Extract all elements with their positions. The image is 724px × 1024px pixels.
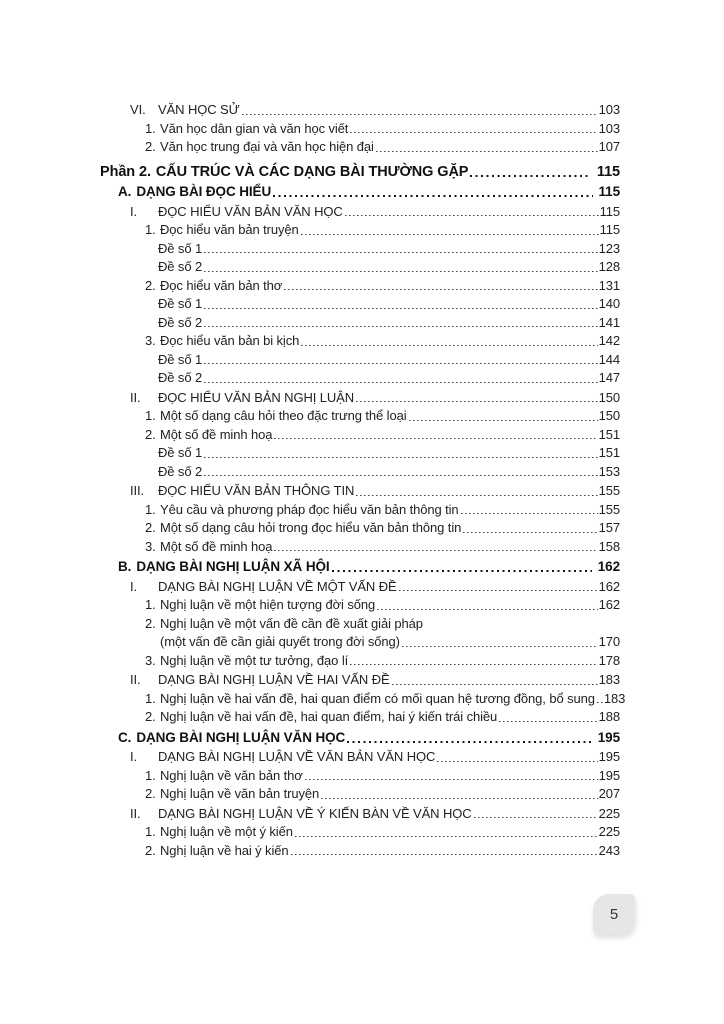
entry-page-number: 158 [598, 538, 620, 554]
entry-page-number: 140 [598, 296, 620, 311]
entry-label: ĐỌC HIỂU VĂN BẢN NGHỊ LUẬN [158, 389, 355, 405]
entry-page-number: 128 [598, 259, 620, 274]
entry-label: (một vấn đề cần giải quyết trong đời sống) [160, 634, 400, 649]
entry-page-number: 207 [598, 786, 620, 801]
toc-entry [100, 767, 620, 786]
toc-entry [100, 183, 620, 202]
dot-leader [356, 482, 597, 501]
entry-marker: 2. [145, 520, 156, 535]
entry-page-number: 151 [598, 445, 620, 460]
entry-label: DẠNG BÀI NGHỊ LUẬN VỀ MỘT VẤN ĐỀ [158, 578, 397, 594]
dot-leader [461, 501, 598, 520]
entry-label: Một số đề minh hoạ [160, 538, 273, 554]
entry-label: Nghị luận về hai ý kiến [160, 842, 289, 858]
dot-leader [274, 426, 597, 445]
entry-marker: 1. [145, 120, 156, 136]
entry-label: Đề số 1 [158, 240, 203, 256]
entry-marker: 2. [145, 709, 156, 724]
entry-page-number: 150 [598, 408, 620, 423]
entry-page-number: 183 [598, 672, 620, 687]
dot-leader [399, 578, 598, 597]
entry-marker: 2. [145, 139, 156, 154]
dot-leader [274, 538, 597, 557]
entry-marker: VI. [130, 102, 146, 117]
toc-entry [100, 444, 620, 463]
entry-label: Đề số 2 [158, 370, 203, 385]
dot-leader [305, 767, 598, 786]
entry-marker: B. [118, 559, 132, 574]
toc-entry [100, 369, 620, 388]
toc-entry [100, 203, 620, 222]
dot-leader [376, 138, 598, 157]
entry-marker: 3. [145, 333, 156, 348]
dot-leader [332, 558, 592, 577]
toc-entry [100, 538, 620, 557]
entry-label: Nghị luận về một hiện tượng đời sống [160, 597, 376, 612]
toc-entry [100, 426, 620, 445]
dot-leader [347, 729, 592, 748]
entry-label: Đề số 1 [158, 351, 203, 367]
dot-leader [204, 444, 598, 463]
entry-label: Một số dạng câu hỏi theo đặc trưng thể loại [160, 408, 407, 423]
toc-entry [100, 596, 620, 615]
entry-marker: 2. [145, 615, 156, 631]
entry-page-number: 115 [599, 222, 620, 237]
toc-entry [100, 221, 620, 240]
entry-page-number: 195 [598, 767, 620, 783]
entry-marker: II. [130, 805, 141, 821]
dot-leader [273, 183, 592, 202]
entry-page-number: 142 [598, 333, 620, 348]
toc-entry [100, 633, 620, 652]
toc-entry [100, 823, 620, 842]
toc-entry [100, 240, 620, 259]
toc-entry [100, 690, 626, 709]
entry-page-number: 155 [598, 501, 620, 517]
dot-leader [597, 690, 603, 709]
dot-leader [301, 221, 599, 240]
toc-entry [100, 671, 620, 690]
dot-leader [402, 633, 598, 652]
entry-label: DẠNG BÀI NGHỊ LUẬN VĂN HỌC [136, 729, 346, 745]
dot-leader [350, 652, 597, 671]
entry-page-number: 188 [598, 709, 620, 724]
entry-marker: 2. [145, 842, 156, 858]
entry-page-number: 162 [597, 559, 620, 574]
entry-marker: 1. [145, 690, 156, 706]
entry-marker: 3. [145, 652, 156, 668]
entry-page-number: 170 [598, 634, 620, 649]
toc-entry [100, 407, 620, 426]
toc-entry [100, 163, 620, 182]
entry-label: Đề số 1 [158, 445, 203, 460]
entry-marker: 1. [145, 222, 156, 237]
entry-label: Đề số 1 [158, 296, 203, 311]
entry-page-number: 225 [598, 805, 620, 821]
toc-entry [100, 729, 620, 748]
entry-page-number: 147 [598, 370, 620, 385]
entry-label: Đọc hiểu văn bản thơ [160, 277, 283, 293]
entry-page-number: 151 [598, 426, 620, 442]
toc-entry [100, 501, 620, 520]
toc-entry [100, 258, 620, 277]
table-of-contents [100, 100, 626, 860]
dot-leader [377, 596, 598, 615]
entry-label: Nghị luận về một vấn đề cần đề xuất giải pháp [160, 615, 423, 631]
entry-label: Một số đề minh hoạ [160, 426, 273, 442]
toc-entry [100, 805, 620, 824]
entry-page-number: 115 [596, 163, 620, 180]
dot-leader [350, 120, 597, 139]
dot-leader [284, 277, 597, 296]
entry-label: Nghị luận về hai vấn đề, hai quan điểm có mối quan hệ tương đồng, bổ sung [160, 690, 595, 706]
entry-label: Nghị luận về một tư tưởng, đạo lí [160, 652, 349, 668]
entry-label: Đề số 2 [158, 314, 203, 330]
toc-entry [100, 351, 620, 370]
toc-entry [100, 101, 620, 120]
entry-marker: Phần 2. [100, 163, 151, 180]
dot-leader [242, 101, 598, 120]
toc-entry [100, 120, 620, 139]
entry-page-number: 150 [598, 389, 620, 405]
entry-page-number: 107 [598, 139, 620, 154]
dot-leader [204, 314, 598, 333]
entry-page-number: 162 [598, 597, 620, 612]
entry-page-number: 153 [598, 463, 620, 479]
entry-marker: II. [130, 389, 141, 405]
entry-marker: III. [130, 483, 145, 498]
entry-label: Nghị luận về văn bản truyện [160, 786, 320, 801]
toc-entry [100, 482, 620, 501]
toc-entry [100, 138, 620, 157]
dot-leader [301, 332, 597, 351]
toc-entry [100, 332, 620, 351]
dot-leader [356, 389, 598, 408]
entry-label: Văn học dân gian và văn học viết [160, 120, 349, 136]
entry-page-number: 103 [598, 102, 620, 117]
entry-page-number: 115 [599, 203, 620, 219]
dot-leader [295, 823, 598, 842]
entry-label: Nghị luận về hai vấn đề, hai quan điểm, hai ý kiến trái chiều [160, 709, 498, 724]
dot-leader [345, 203, 599, 222]
entry-page-number: 243 [598, 842, 620, 858]
dot-leader [291, 842, 598, 861]
entry-label: DẠNG BÀI NGHỊ LUẬN XÃ HỘI [136, 559, 330, 574]
toc-entry [100, 842, 620, 861]
entry-page-number: 144 [598, 351, 620, 367]
dot-leader [204, 463, 598, 482]
entry-marker: 1. [145, 597, 156, 612]
toc-entry [100, 295, 620, 314]
dot-leader [499, 708, 597, 727]
entry-label: VĂN HỌC SỬ [158, 102, 240, 117]
entry-page-number: 162 [598, 578, 620, 594]
entry-page-number: 155 [598, 483, 620, 498]
entry-label: DẠNG BÀI NGHỊ LUẬN VỀ VĂN BẢN VĂN HỌC [158, 749, 436, 764]
entry-label: ĐỌC HIỂU VĂN BẢN VĂN HỌC [158, 203, 343, 219]
toc-entry [100, 463, 620, 482]
entry-page-number: 141 [598, 314, 620, 330]
dot-leader [463, 519, 597, 538]
entry-label: Đề số 2 [158, 463, 203, 479]
dot-leader [392, 671, 598, 690]
toc-entry [100, 314, 620, 333]
entry-page-number: 225 [598, 824, 620, 839]
entry-page-number: 183 [603, 690, 626, 706]
entry-label: Nghị luận về văn bản thơ [160, 767, 303, 783]
entry-marker: 1. [145, 501, 156, 517]
entry-marker: A. [118, 184, 132, 199]
entry-label: Văn học trung đại và văn học hiện đại [160, 139, 374, 154]
entry-marker: C. [118, 729, 132, 745]
entry-page-number: 195 [597, 729, 620, 745]
dot-leader [204, 258, 598, 277]
toc-entry [100, 785, 620, 804]
entry-marker: 2. [145, 786, 156, 801]
toc-entry [100, 748, 620, 767]
entry-marker: 1. [145, 767, 156, 783]
toc-entry [100, 558, 620, 577]
dot-leader [204, 351, 598, 370]
entry-label: Đọc hiểu văn bản bi kịch [160, 333, 300, 348]
dot-leader [437, 748, 597, 767]
entry-label: CẤU TRÚC VÀ CÁC DẠNG BÀI THƯỜNG GẶP [155, 163, 469, 180]
entry-page-number: 195 [598, 749, 620, 764]
page-number-badge [593, 894, 635, 934]
toc-entry [100, 277, 620, 296]
entry-label: DẠNG BÀI NGHỊ LUẬN VỀ HAI VẤN ĐỀ [158, 672, 390, 687]
entry-marker: 1. [145, 408, 156, 423]
entry-page-number: 123 [598, 240, 620, 256]
entry-page-number: 131 [598, 277, 620, 293]
entry-page-number: 115 [598, 184, 620, 199]
toc-entry [100, 578, 620, 597]
entry-marker: 3. [145, 538, 156, 554]
dot-leader [204, 240, 598, 259]
toc-entry [100, 652, 620, 671]
entry-marker: I. [130, 749, 138, 764]
dot-leader [470, 163, 591, 182]
dot-leader [409, 407, 598, 426]
entry-label: Đề số 2 [158, 259, 203, 274]
entry-page-number: 157 [598, 520, 620, 535]
dot-leader [204, 369, 598, 388]
entry-label: ĐỌC HIỂU VĂN BẢN THÔNG TIN [158, 483, 355, 498]
toc-entry [100, 615, 620, 634]
entry-label: Một số dạng câu hỏi trong đọc hiểu văn bản thông tin [160, 520, 462, 535]
dot-leader [474, 805, 598, 824]
entry-marker: I. [130, 203, 138, 219]
dot-leader [321, 785, 597, 804]
entry-label: DẠNG BÀI ĐỌC HIỂU [136, 184, 272, 199]
entry-page-number: 103 [598, 120, 620, 136]
entry-marker: I. [130, 578, 138, 594]
entry-page-number: 178 [598, 652, 620, 668]
toc-entry [100, 708, 620, 727]
entry-marker: 2. [145, 426, 156, 442]
dot-leader [204, 295, 598, 314]
entry-label: DẠNG BÀI NGHỊ LUẬN VỀ Ý KIẾN BÀN VỀ VĂN HỌC [158, 805, 472, 821]
toc-entry [100, 519, 620, 538]
entry-marker: 1. [145, 824, 156, 839]
entry-label: Yêu cầu và phương pháp đọc hiểu văn bản thông tin [160, 501, 459, 517]
entry-marker: II. [130, 672, 141, 687]
page-number: 5 [609, 905, 619, 923]
entry-label: Nghị luận về một ý kiến [160, 824, 293, 839]
toc-entry [100, 389, 620, 408]
entry-label: Đọc hiểu văn bản truyện [160, 222, 299, 237]
entry-marker: 2. [145, 277, 156, 293]
